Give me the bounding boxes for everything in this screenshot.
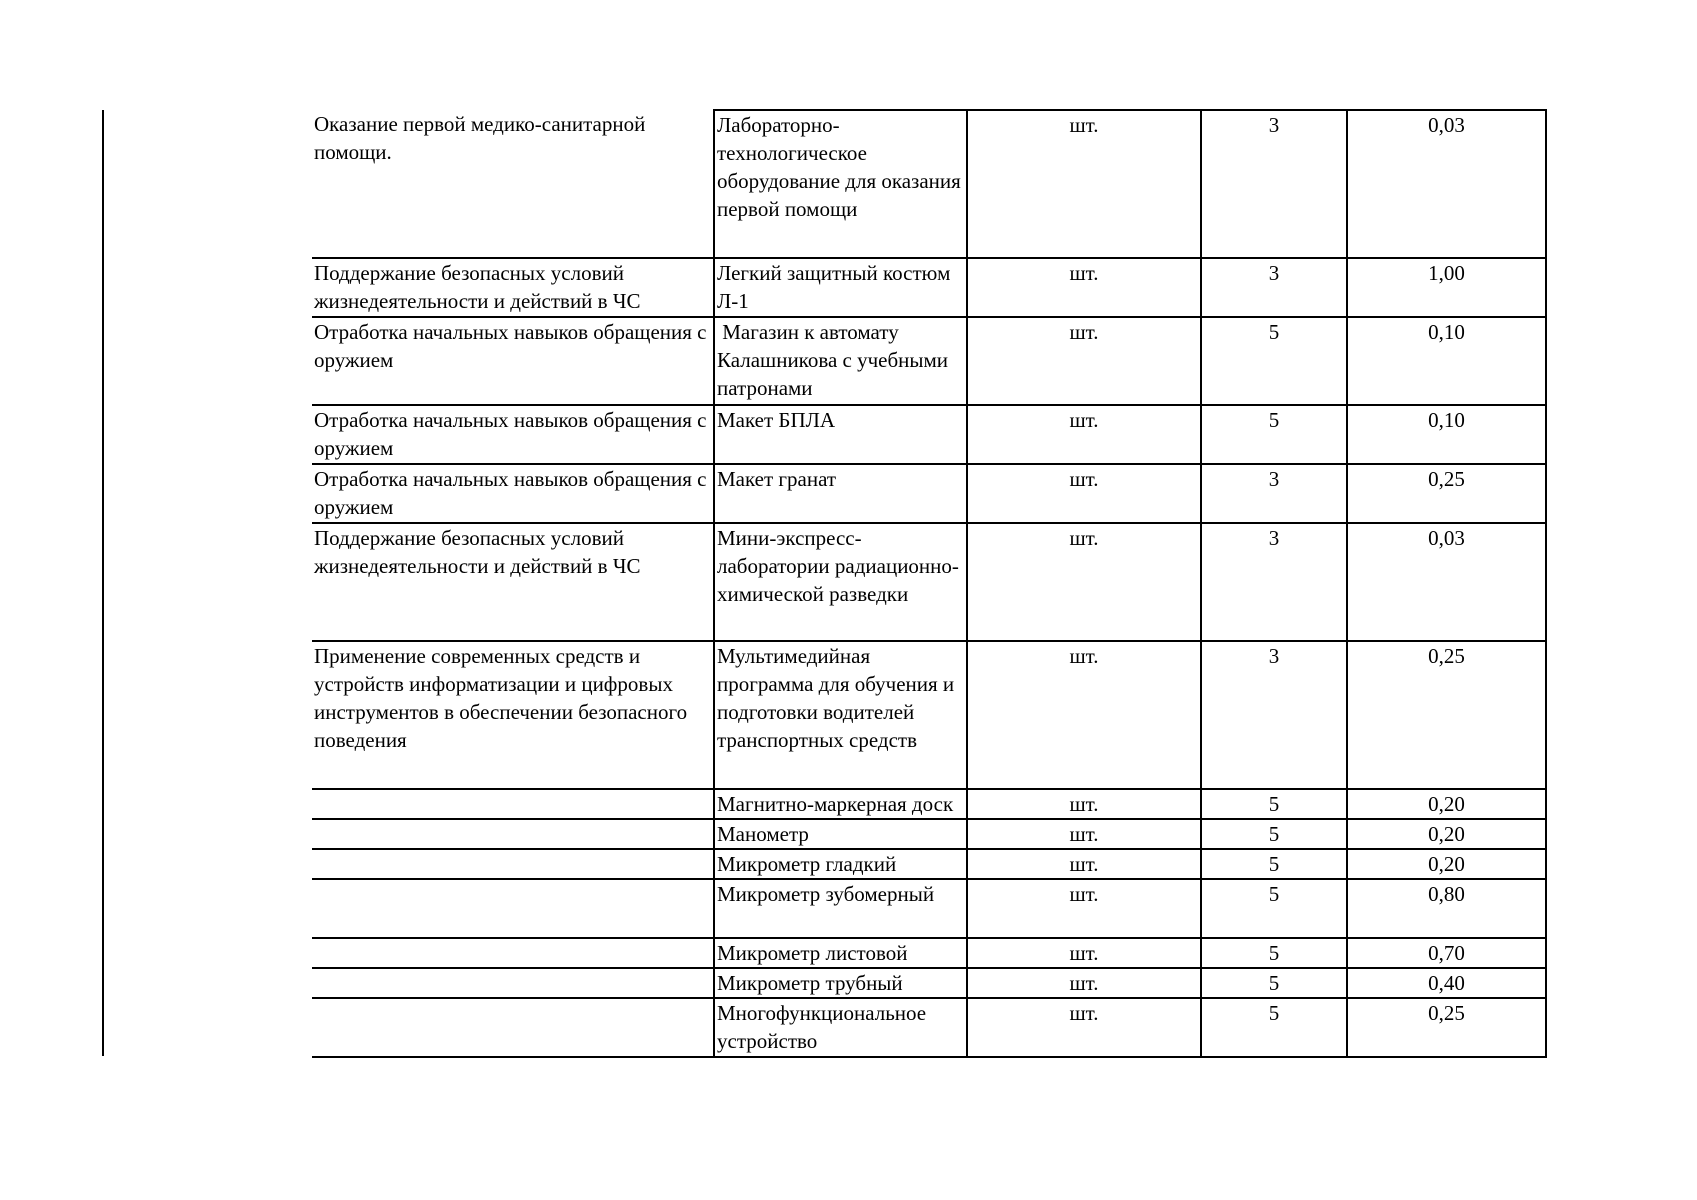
unit-cell: шт. bbox=[967, 258, 1201, 317]
activity-cell bbox=[312, 789, 714, 819]
item-cell: Лабораторно-технологическое оборудование для оказания первой помощи bbox=[714, 110, 967, 258]
qty-cell: 5 bbox=[1201, 968, 1347, 998]
activity-cell bbox=[312, 938, 714, 968]
unit-cell: шт. bbox=[967, 998, 1201, 1057]
table-row bbox=[312, 464, 1546, 523]
table-row bbox=[312, 789, 1546, 819]
value-cell: 0,70 bbox=[1347, 938, 1546, 968]
activity-cell bbox=[312, 819, 714, 849]
activity-cell bbox=[312, 849, 714, 879]
value-cell: 0,10 bbox=[1347, 405, 1546, 464]
value-cell: 0,20 bbox=[1347, 789, 1546, 819]
item-cell: Микрометр трубный bbox=[714, 968, 967, 998]
value-cell: 0,25 bbox=[1347, 641, 1546, 789]
item-cell: Микрометр зубомерный bbox=[714, 879, 967, 938]
table-row bbox=[312, 110, 1546, 258]
item-cell: Легкий защитный костюм Л-1 bbox=[714, 258, 967, 317]
qty-cell: 3 bbox=[1201, 110, 1347, 258]
value-cell: 0,20 bbox=[1347, 819, 1546, 849]
qty-cell: 5 bbox=[1201, 849, 1347, 879]
qty-cell: 5 bbox=[1201, 789, 1347, 819]
item-cell: Магнитно-маркерная доск bbox=[714, 789, 967, 819]
unit-cell: шт. bbox=[967, 523, 1201, 641]
table-row bbox=[312, 938, 1546, 968]
item-cell: Манометр bbox=[714, 819, 967, 849]
unit-cell: шт. bbox=[967, 968, 1201, 998]
table-row bbox=[312, 258, 1546, 317]
value-cell: 0,03 bbox=[1347, 523, 1546, 641]
table-row bbox=[312, 968, 1546, 998]
table-row bbox=[312, 849, 1546, 879]
qty-cell: 5 bbox=[1201, 819, 1347, 849]
value-cell: 0,25 bbox=[1347, 998, 1546, 1057]
qty-cell: 3 bbox=[1201, 464, 1347, 523]
activity-cell: Отработка начальных навыков обращения с оружием bbox=[312, 317, 714, 405]
equipment-table bbox=[312, 109, 1547, 1058]
activity-cell bbox=[312, 968, 714, 998]
value-cell: 0,10 bbox=[1347, 317, 1546, 405]
unit-cell: шт. bbox=[967, 464, 1201, 523]
item-cell: Макет гранат bbox=[714, 464, 967, 523]
page-margin-line bbox=[102, 110, 104, 1056]
activity-cell: Отработка начальных навыков обращения с оружием bbox=[312, 464, 714, 523]
item-cell: Магазин к автомату Калашникова с учебными патронами bbox=[714, 317, 967, 405]
unit-cell: шт. bbox=[967, 317, 1201, 405]
qty-cell: 5 bbox=[1201, 879, 1347, 938]
qty-cell: 5 bbox=[1201, 938, 1347, 968]
value-cell: 0,20 bbox=[1347, 849, 1546, 879]
qty-cell: 3 bbox=[1201, 523, 1347, 641]
unit-cell: шт. bbox=[967, 789, 1201, 819]
table-row bbox=[312, 819, 1546, 849]
qty-cell: 5 bbox=[1201, 998, 1347, 1057]
item-cell: Микрометр листовой bbox=[714, 938, 967, 968]
unit-cell: шт. bbox=[967, 641, 1201, 789]
activity-cell bbox=[312, 998, 714, 1057]
item-cell: Многофункциональное устройство bbox=[714, 998, 967, 1057]
unit-cell: шт. bbox=[967, 879, 1201, 938]
unit-cell: шт. bbox=[967, 405, 1201, 464]
item-cell: Макет БПЛА bbox=[714, 405, 967, 464]
activity-cell: Оказание первой медико-санитарной помощи. bbox=[312, 110, 714, 258]
unit-cell: шт. bbox=[967, 938, 1201, 968]
value-cell: 0,25 bbox=[1347, 464, 1546, 523]
item-cell: Мультимедийная программа для обучения и подготовки водителей транспортных средств bbox=[714, 641, 967, 789]
value-cell: 0,03 bbox=[1347, 110, 1546, 258]
unit-cell: шт. bbox=[967, 819, 1201, 849]
table-row bbox=[312, 641, 1546, 789]
unit-cell: шт. bbox=[967, 849, 1201, 879]
item-cell: Микрометр гладкий bbox=[714, 849, 967, 879]
activity-cell: Применение современных средств и устройств информатизации и цифровых инструментов в обеспечении безопасного поведения bbox=[312, 641, 714, 789]
activity-cell bbox=[312, 879, 714, 938]
qty-cell: 3 bbox=[1201, 641, 1347, 789]
value-cell: 0,80 bbox=[1347, 879, 1546, 938]
table-row bbox=[312, 405, 1546, 464]
activity-cell: Отработка начальных навыков обращения с оружием bbox=[312, 405, 714, 464]
table-row bbox=[312, 879, 1546, 938]
qty-cell: 5 bbox=[1201, 317, 1347, 405]
activity-cell: Поддержание безопасных условий жизнедеятельности и действий в ЧС bbox=[312, 523, 714, 641]
value-cell: 0,40 bbox=[1347, 968, 1546, 998]
table-row bbox=[312, 998, 1546, 1057]
unit-cell: шт. bbox=[967, 110, 1201, 258]
qty-cell: 3 bbox=[1201, 258, 1347, 317]
qty-cell: 5 bbox=[1201, 405, 1347, 464]
table-row bbox=[312, 523, 1546, 641]
item-cell: Мини-экспресс-лаборатории радиационно-химической разведки bbox=[714, 523, 967, 641]
table-row bbox=[312, 317, 1546, 405]
value-cell: 1,00 bbox=[1347, 258, 1546, 317]
activity-cell: Поддержание безопасных условий жизнедеятельности и действий в ЧС bbox=[312, 258, 714, 317]
